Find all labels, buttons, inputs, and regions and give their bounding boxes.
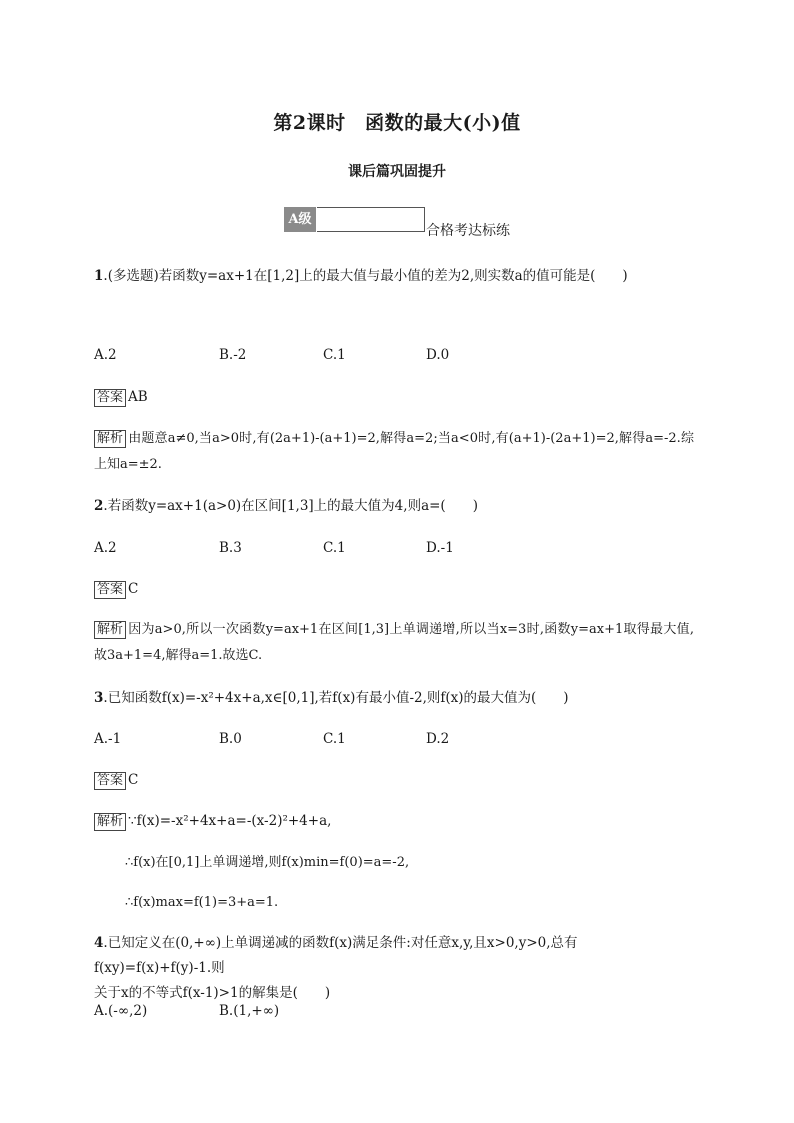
analysis-text: 因为a>0,所以一次函数y=ax+1在区间[1,3]上单调递增,所以当x=3时,函数y=ax+1取得最大值,故3a+1=4,解得a=1.故选C. (94, 622, 694, 663)
option-d: D.-1 (426, 540, 454, 556)
analysis-tag: 解析 (94, 430, 126, 448)
option-d: D.2 (426, 731, 450, 747)
option-b: B.(1,+∞) (219, 1003, 280, 1019)
analysis-text: 由题意a≠0,当a>0时,有(2a+1)-(a+1)=2,解得a=2;当a<0时,有(a+1)-(2a+1)=2,解得a=-2.综上知a=±2. (94, 431, 694, 472)
option-c: C.1 (323, 347, 346, 363)
answer-2 (94, 579, 138, 599)
question-stem: .已知函数f(x)=-x²+4x+a,x∈[0,1],若f(x)有最小值-2,则f(x)的最大值为( ) (103, 690, 569, 706)
option-a: A.2 (94, 347, 117, 363)
analysis-1 (94, 426, 694, 478)
option-b: B.3 (219, 540, 242, 556)
answer-tag: 答案 (94, 772, 126, 790)
question-stem: .已知定义在(0,+∞)上单调递减的函数f(x)满足条件:对任意x,y,且x>0,y>0,总有f(xy)=f(x)+f(y)-1.则 (94, 935, 578, 976)
answer-1 (94, 387, 148, 407)
option-a: A.2 (94, 540, 117, 556)
level-badge: A级 (284, 207, 316, 232)
analysis-step: ∴f(x)max=f(1)=3+a=1. (125, 895, 279, 910)
question-2 (94, 494, 694, 519)
analysis-tag: 解析 (94, 621, 126, 639)
answer-tag: 答案 (94, 389, 126, 407)
question-number: 2 (94, 498, 104, 514)
option-d: D.0 (426, 347, 450, 363)
answer-value: C (128, 772, 139, 788)
option-a: A.-1 (94, 731, 122, 747)
answer-tag: 答案 (94, 581, 126, 599)
option-b: B.-2 (219, 347, 247, 363)
analysis-step: ∴f(x)在[0,1]上单调递增,则f(x)min=f(0)=a=-2, (125, 855, 410, 870)
question-4 (94, 931, 694, 1006)
question-number: 1 (94, 268, 104, 284)
question-stem-cont: 关于x的不等式f(x-1)>1的解集是( ) (94, 985, 331, 1001)
question-number: 3 (94, 690, 104, 706)
page-title: 第2课时 函数的最大(小)值 (273, 112, 521, 134)
option-b: B.0 (219, 731, 242, 747)
analysis-text: ∵f(x)=-x²+4x+a=-(x-2)²+4+a, (128, 813, 332, 829)
option-a: A.(-∞,2) (94, 1003, 148, 1019)
answer-value: AB (128, 389, 148, 405)
level-box (317, 207, 425, 232)
level-label: 合格考达标练 (426, 223, 510, 239)
question-number: 4 (94, 935, 104, 951)
question-stem: .若函数y=ax+1(a>0)在区间[1,3]上的最大值为4,则a=( ) (103, 498, 478, 514)
option-c: C.1 (323, 731, 346, 747)
analysis-2 (94, 617, 694, 669)
question-3 (94, 686, 694, 711)
option-c: C.1 (323, 540, 346, 556)
answer-3 (94, 770, 138, 790)
section-subtitle: 课后篇巩固提升 (348, 164, 446, 180)
question-1 (94, 264, 694, 289)
question-stem: .(多选题)若函数y=ax+1在[1,2]上的最大值与最小值的差为2,则实数a的值可能是( ) (103, 268, 628, 284)
analysis-tag: 解析 (94, 813, 126, 831)
answer-value: C (128, 581, 139, 597)
analysis-3 (94, 811, 331, 831)
